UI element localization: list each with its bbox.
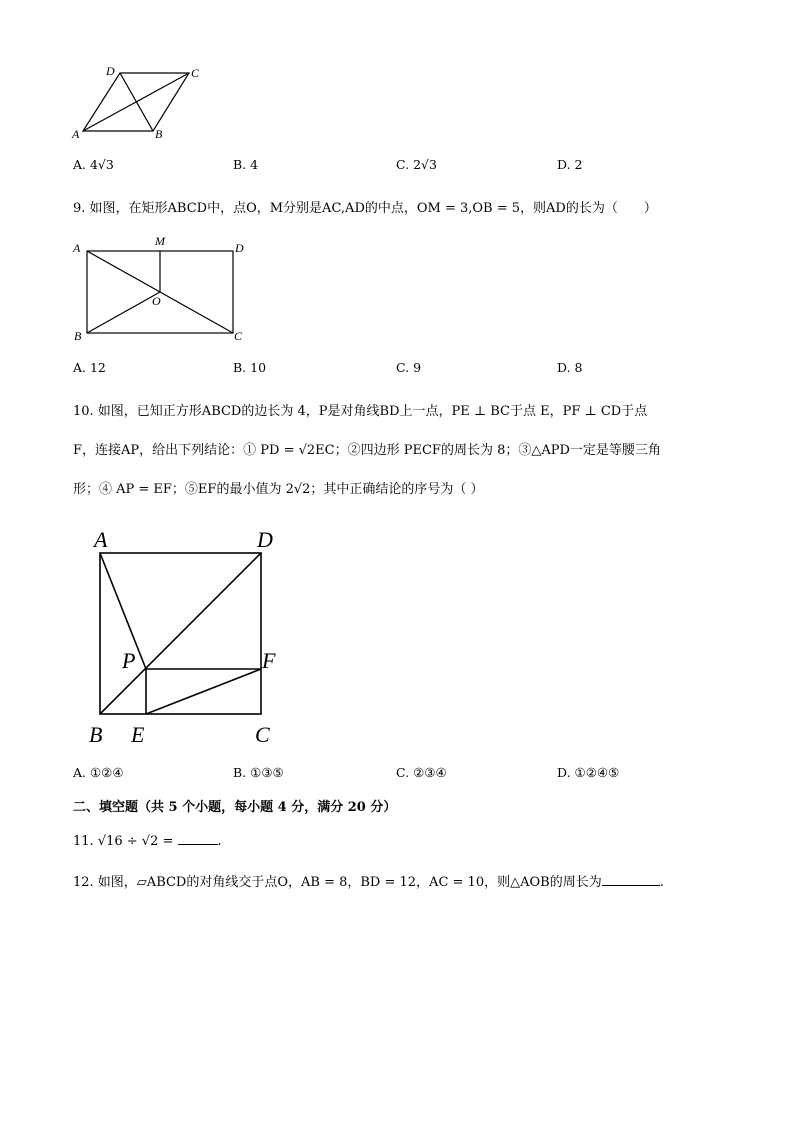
q8-label-c: C [191,66,200,80]
q9-label-m: M [155,234,165,248]
q9-label-d: D [235,241,244,255]
section-2-title: 二、填空题（共 5 个小题，每小题 4 分，满分 20 分） [73,800,397,815]
q10-diagonal-bd [100,553,261,714]
q8-label-d: D [106,64,115,78]
q9-option-a: A. 12 [73,360,106,375]
q11-answer-blank[interactable] [178,844,218,845]
q10-figure [85,525,290,750]
q9-label-b: B [74,329,82,343]
q9-figure [68,232,253,347]
q8-option-d: D. 2 [557,157,583,172]
q10-option-b: B. ①③⑤ [233,765,284,780]
q11-question [73,834,222,849]
q10-label-a: A [94,527,108,552]
q9-label-o: O [152,294,161,308]
q8-diagonal-db [120,73,153,131]
q8-label-a: A [72,127,80,141]
q10-line-ef [146,669,261,714]
q10-option-d: D. ①②④⑤ [557,765,620,780]
q12-answer-blank[interactable] [602,885,660,886]
q8-option-a: A. 4√3 [73,157,114,172]
q9-option-d: D. 8 [557,360,583,375]
q8-label-b: B [155,127,163,141]
q10-label-p: P [122,648,136,673]
q10-label-c: C [255,722,270,747]
q9-question: 9. 如图，在矩形ABCD中，点O，M分别是AC,AD的中点，OM = 3,OB = 5，则AD的长为（ ） [73,201,657,216]
q10-label-f: F [262,648,276,673]
q10-question-line3: 形；④ AP = EF；⑤EF的最小值为 2√2；其中正确结论的序号为（ ） [73,482,484,497]
q9-option-b: B. 10 [233,360,267,375]
q8-figure [70,60,210,145]
q10-option-c: C. ②③④ [396,765,447,780]
q8-option-c: C. 2√3 [396,157,437,172]
q9-option-c: C. 9 [396,360,422,375]
q8-option-b: B. 4 [233,157,259,172]
q12-question [73,871,664,890]
q9-label-a: A [73,241,81,255]
q12-end: . [659,875,664,890]
q9-line-ob [87,292,160,333]
q11-end: . [217,834,222,849]
q10-label-b: B [89,722,103,747]
q9-label-c: C [234,329,243,343]
q10-label-e: E [131,722,145,747]
q10-question-line2: F，连接AP，给出下列结论：① PD = √2EC；②四边形 PECF的周长为 8；③△APD一定是等腰三角 [73,443,661,458]
q10-label-d: D [257,527,273,552]
q11-text: 11. √16 ÷ √2 = [73,834,178,849]
q10-question-line1: 10. 如图，已知正方形ABCD的边长为 4，P是对角线BD上一点，PE ⊥ BC于点 E，PF ⊥ CD于点 [73,404,648,419]
q10-option-a: A. ①②④ [73,765,124,780]
q12-text: 12. 如图，▱ABCD的对角线交于点O，AB = 8，BD = 12，AC = 10，则△AOB的周长为 [73,875,602,890]
